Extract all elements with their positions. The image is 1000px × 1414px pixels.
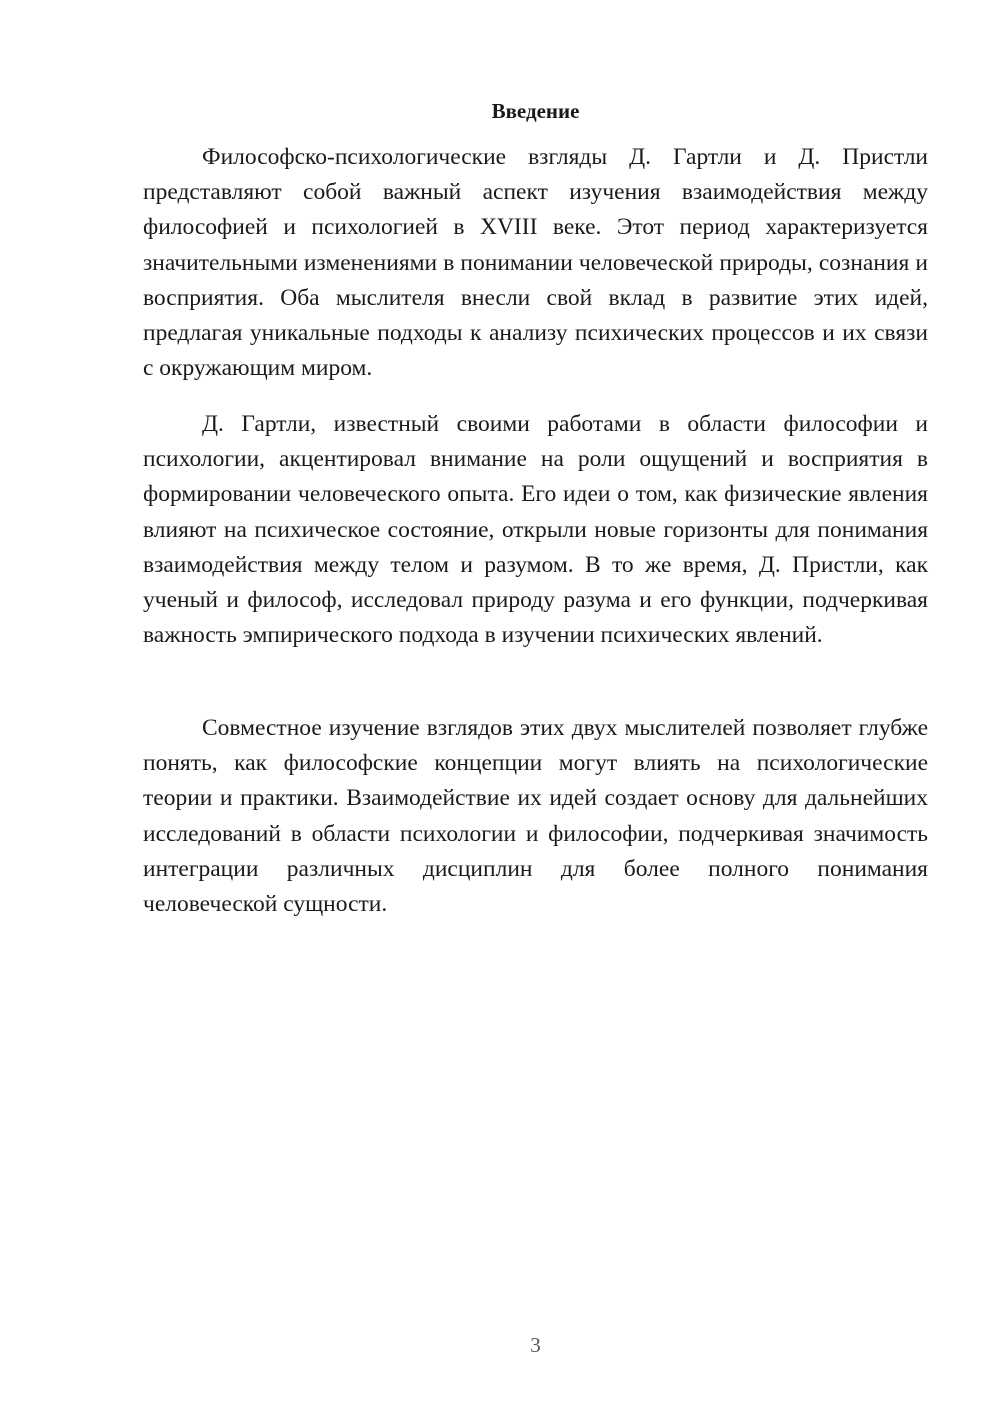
section-title: Введение	[491, 99, 580, 123]
paragraph-2: Д. Гартли, известный своими работами в области философии и психологии, акцентировал внимание на роли ощущений и восприятия в формировании человеческого опыта. Его идеи о том, как физические явления влияют на психическое состояние, открыли новые горизонты для понимания взаимодействия между телом и разумом. В то же время, Д. Пристли, как ученый и философ, исследовал природу разума и его функции, подчеркивая важность эмпирического подхода в изучении психических явлений.	[143, 411, 928, 649]
paragraph-3: Совместное изучение взглядов этих двух мыслителей позволяет глубже понять, как философские концепции могут влиять на психологические теории и практики. Взаимодействие их идей создает основу для дальнейших исследований в области психологии и философии, подчеркивая значимость интеграции различных дисциплин для более полного понимания человеческой сущности.	[143, 715, 928, 918]
document-page	[143, 0, 928, 1414]
paragraph-1: Философско-психологические взгляды Д. Гартли и Д. Пристли представляют собой важный аспект изучения взаимодействия между философией и психологией в XVIII веке. Этот период характеризуется значительными изменениями в понимании человеческой природы, сознания и восприятия. Оба мыслителя внесли свой вклад в развитие этих идей, предлагая уникальные подходы к анализу психических процессов и их связи с окружающим миром.	[143, 144, 928, 382]
page-number: 3	[530, 1333, 541, 1357]
